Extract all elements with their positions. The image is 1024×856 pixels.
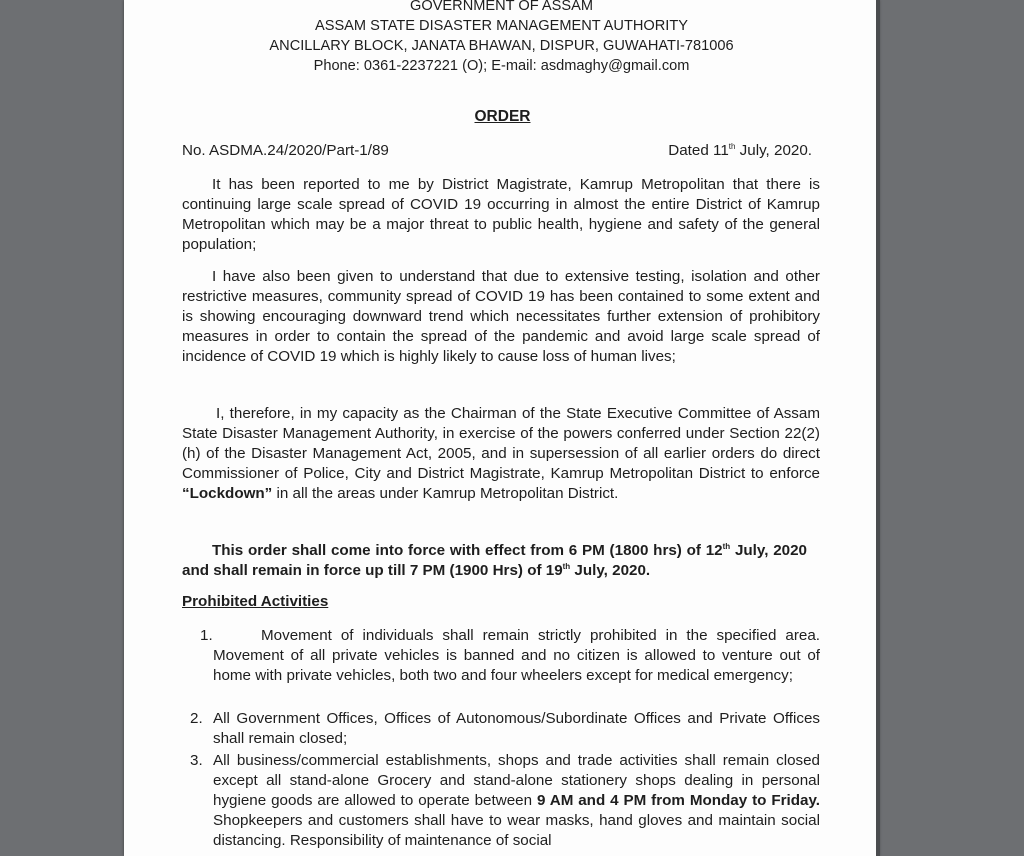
page-edge-shadow <box>876 0 880 856</box>
list-item <box>182 709 820 749</box>
order-number: No. ASDMA.24/2020/Part-1/89 <box>182 142 389 159</box>
order-date: Dated 11th July, 2020. <box>668 141 812 159</box>
paragraph-directive: I, therefore, in my capacity as the Chairman of the State Executive Committee of Assam State Disaster Management Authority, in exercise of the powers conferred under Section 22(2)(h) of the Disaster Management Act, 2005, and in supersession of all earlier orders do direct Commissioner of Police, City and District Magistrate, Kamrup Metropolitan District to enforce “Lockdown” in all the areas under Kamrup Metropolitan District. <box>182 405 820 502</box>
letterhead-authority: ASSAM STATE DISASTER MANAGEMENT AUTHORITY <box>314 18 688 34</box>
list-item-text: Movement of individuals shall remain strictly prohibited in the specified area. Movement of all private vehicles is banned and no citizen is allowed to venture out of home with private vehicles, both two and four wheelers except for medical emergency; <box>213 627 820 684</box>
letterhead-address: ANCILLARY BLOCK, JANATA BHAWAN, DISPUR, GUWAHATI-781006 <box>269 38 734 54</box>
effective-period-notice: This order shall come into force with effect from 6 PM (1800 hrs) of 12th July, 2020 and shall remain in force up till 7 PM (1900 Hrs) of 19th July, 2020. <box>182 541 807 579</box>
prohibited-activities-heading: Prohibited Activities <box>182 593 329 610</box>
paragraph-understanding: I have also been given to understand that due to extensive testing, isolation and other restrictive measures, community spread of COVID 19 has been contained to some extent and is showing encouraging downward trend which necessitates further extension of prohibitory measures in order to contain the spread of the pandemic and avoid large scale spread of incidence of COVID 19 which is highly likely to cause loss of human lives; <box>182 268 820 365</box>
list-item-hours: 9 AM and 4 PM from Monday to Friday. <box>536 792 820 809</box>
list-number: 3. <box>190 752 203 769</box>
letterhead-contact: Phone: 0361-2237221 (O); E-mail: asdmaghy@gmail.com <box>313 58 690 74</box>
paragraph-report: It has been reported to me by District Magistrate, Kamrup Metropolitan that there is continuing large scale spread of COVID 19 occurring in almost the entire District of Kamrup Metropolitan which may be a major threat to public health, hygiene and safety of the general population; <box>182 176 820 253</box>
reference-line <box>182 141 812 161</box>
letterhead <box>124 0 879 76</box>
list-item <box>182 626 820 686</box>
list-item: 3. All business/commercial establishments, shops and trade activities shall remain closed except all stand-alone Grocery and stand-alone stationery shops dealing in personal hygiene goods are allowed to operate between 9 AM and 4 PM from Monday to Friday. Shopkeepers and customers shall have to wear masks, hand gloves and maintain social distancing. Responsibility of maintenance of social <box>190 752 820 849</box>
letterhead-government: GOVERNMENT OF ASSAM <box>410 0 593 14</box>
order-title: ORDER <box>474 108 531 125</box>
list-item-text: All business/commercial establishments, shops and trade activities shall remain closed except all stand-alone Grocery and stand-alone stationery shops dealing in personal hygiene goods are allowed to operate between <box>213 752 820 809</box>
document-page <box>124 0 879 856</box>
list-number: 1. <box>200 627 213 644</box>
list-item-text: All Government Offices, Offices of Autonomous/Subordinate Offices and Private Offices shall remain closed; <box>213 710 820 747</box>
list-number: 2. <box>190 710 203 727</box>
